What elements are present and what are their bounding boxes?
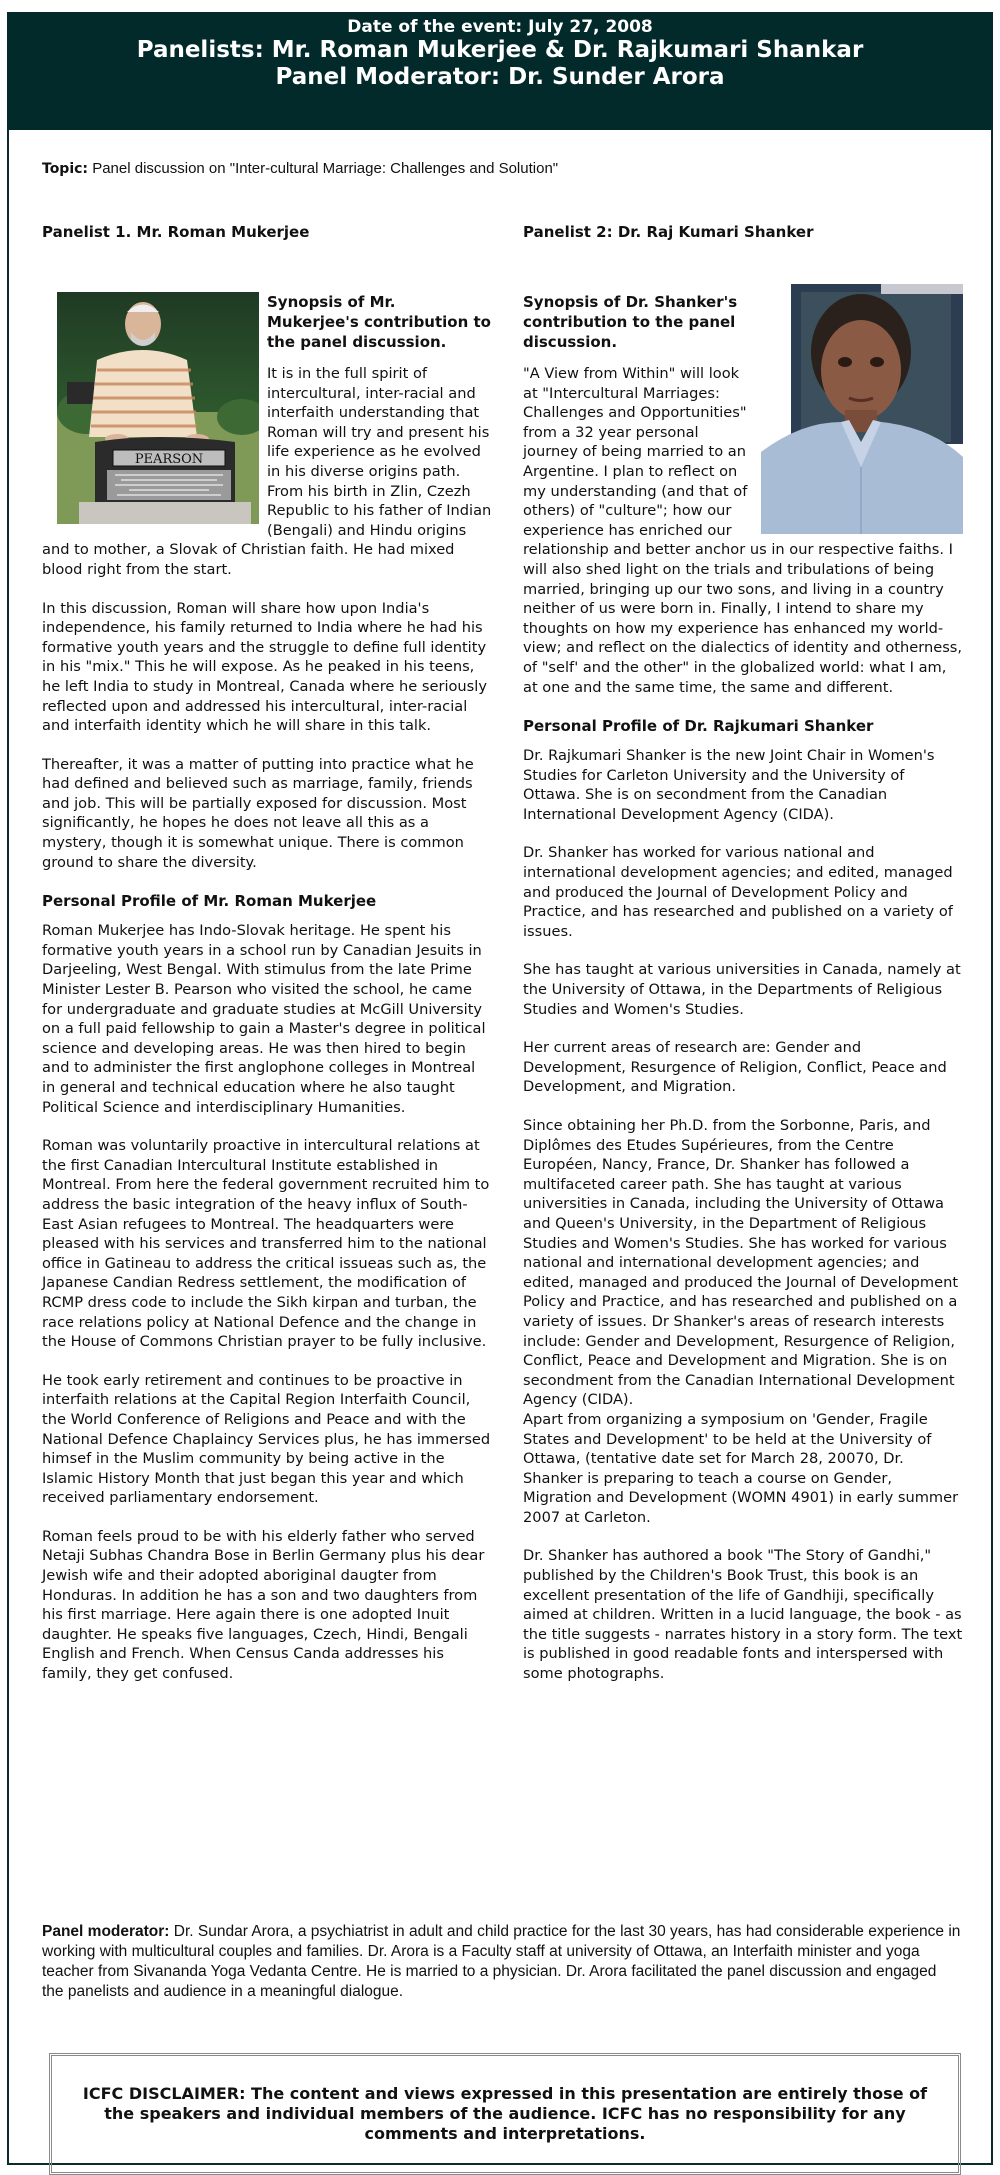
panelist-2-profile-paragraph: She has taught at various universities in Canada, namely at the University of Ottawa, in the Departments of Religious Studies and Women's Studies. xyxy=(523,961,961,1018)
panelist-1-profile-heading: Personal Profile of Mr. Roman Mukerjee xyxy=(42,892,377,911)
panelist-2-synopsis-heading: Synopsis of Dr. Shanker's contribution to the panel discussion. xyxy=(523,293,738,351)
panelist-1-synopsis-paragraph: In this discussion, Roman will share how upon India's independence, his family returned to India where he had his formative youth years and the struggle to define full identity in his "mix." This he will expose. As he peaked in his teens, he left India to study in Montreal, Canada where he seriously reflected upon and addressed his intercultural, inter-racial and interfaith identity which he will share in this talk. xyxy=(42,599,487,735)
moderator-title: Panel Moderator: Dr. Sunder Arora xyxy=(275,64,725,90)
moderator-label: Panel moderator: xyxy=(42,1923,170,1940)
gravestone-name: PEARSON xyxy=(134,452,204,467)
disclaimer-box xyxy=(49,2053,961,2175)
panelist-2-profile-heading: Personal Profile of Dr. Rajkumari Shanker xyxy=(523,717,874,736)
panelist-1-synopsis-heading: Synopsis of Mr. Mukerjee's contribution to the panel discussion. xyxy=(267,293,491,351)
topic-label: Topic: xyxy=(42,161,89,177)
panelist-1-profile-paragraph: Roman was voluntarily proactive in intercultural relations at the first Canadian Intercultural Institute established in Montreal. From here the federal government recruited him to address the basic integration of the heavy influx of South-East Asian refugees to Montreal. The headquarters were pleased with his services and transferred him to the national office in Gatineau to address the critical issueas such as, the Japanese Candian Redress settlement, the modification of RCMP dress code to include the Sikh kirpan and turban, the race relations policy at National Defence and the change in the House of Commons Christian prayer to be fully inclusive. xyxy=(42,1137,490,1351)
panelist-1-heading: Panelist 1. Mr. Roman Mukerjee xyxy=(42,223,310,241)
event-header xyxy=(7,12,993,130)
panelist-2-photo xyxy=(761,282,963,534)
panelist-1-synopsis-paragraph: It is in the full spirit of intercultural, inter-racial and interfaith understanding that Roman will try and present his life experience as he evolved in his diverse origins path. From his birth in Zlin, Czezh Republic to his father of Indian (Bengali) and Hindu origins and to mother, a Slovak of Christian faith. He had mixed blood right from the start. xyxy=(42,365,492,578)
panelist-2-heading: Panelist 2: Dr. Raj Kumari Shanker xyxy=(523,223,814,241)
panelist-1-synopsis-paragraph: Thereafter, it was a matter of putting into practice what he had defined and believed such as marriage, family, friends and job. This will be partially exposed for discussion. Most significantly, he hopes he does not leave all this as a mystery, though it is somewhat unique. There is common ground to share the diversity. xyxy=(42,755,474,871)
panelist-2-column xyxy=(523,222,963,1703)
panelist-1-column xyxy=(42,222,492,1703)
topic-line xyxy=(42,160,558,177)
panelist-2-profile-paragraph: Her current areas of research are: Gender and Development, Resurgence of Religion, Conflict, Peace and Development, and Migration. xyxy=(523,1039,947,1096)
panelist-1-photo-image xyxy=(57,292,259,524)
panelist-1-profile-paragraph: Roman feels proud to be with his elderly father who served Netaji Subhas Chandra Bose in Berlin Germany plus his dear Jewish wife and their adopted aboriginal daugter from Honduras. In addition he has a son and two daughters from his first marriage. Here again there is one adopted Inuit daughter. He speaks five languages, Czech, Hindi, Bengali English and French. When Census Canda addresses his family, they get confused. xyxy=(42,1527,485,1683)
panelist-1-profile-paragraph: He took early retirement and continues to be proactive in interfaith relations at the Capital Region Interfaith Council, the World Conference of Religions and Peace and with the National Defence Chaplaincy Services plus, he has immersed himsef in the Muslim community by being active in the Islamic History Month that just began this year and which received parliamentary endorsement. xyxy=(42,1371,491,1507)
panelist-2-profile-paragraph: Dr. Shanker has worked for various national and international development agencies; and edited, managed and produced the Journal of Development Policy and Practice, and has researched and published on a variety of issues. xyxy=(523,844,953,940)
panelist-2-profile-paragraph: Since obtaining her Ph.D. from the Sorbonne, Paris, and Diplômes des Etudes Supérieures, from the Centre Européen, Nancy, France, Dr. Shanker has followed a multifaceted career path. She has taught at various universities in Canada, including the University of Ottawa and Queen's University, in the Department of Religious Studies and Women's Studies. She has worked for various national and international development agencies; and edited, managed and produced the Journal of Development Policy and Practice, and has researched and published on a variety of issues. Dr Shanker's areas of research interests include: Gender and Development, Resurgence of Religion, Conflict, Peace and Development and Migration. She is on secondment from the Canadian International Development Agency (CIDA). xyxy=(523,1117,959,1409)
page-frame xyxy=(7,12,993,2165)
panelists-title: Panelists: Mr. Roman Mukerjee & Dr. Rajkumari Shankar xyxy=(136,37,864,63)
panelist-2-synopsis-paragraph: "A View from Within" will look at "Intercultural Marriages: Challenges and Opportunities" from a 32 year personal journey of being married to an Argentine. I plan to reflect on my understanding (and that of others) of "culture"; how our experience has enriched our relationship and better anchor us in our respective faiths. I will also shed light on the trials and tribulations of being married, bringing up our two sons, and living in a country neither of us were born in. Finally, I intend to share my thoughts on how my experience has enhanced my world-view; and reflect on the dialectics of identity and otherness, of "self' and the other" in the globalized world: what I am, at one and the same time, the same and different. xyxy=(523,365,963,696)
disclaimer-text: ICFC DISCLAIMER: The content and views expressed in this presentation are entirely those of the speakers and individual members of the audience. ICFC has no responsibility for any comments and interpretations. xyxy=(82,2084,928,2143)
topic-text: Panel discussion on "Inter-cultural Marriage: Challenges and Solution" xyxy=(88,160,559,177)
panelist-2-profile-paragraph: Dr. Shanker has authored a book "The Story of Gandhi," published by the Children's Book Trust, this book is an excellent presentation of the life of Gandhiji, specifically aimed at children. Written in a lucid language, the book - as the title suggests - narrates history in a story form. The text is published in good readable fonts and interspersed with some photographs. xyxy=(523,1547,963,1683)
panelist-1-photo xyxy=(57,292,259,524)
panelist-1-profile-paragraph: Roman Mukerjee has Indo-Slovak heritage. He spent his formative youth years in a school run by Canadian Jesuits in Darjeeling, West Bengal. With stimulus from the late Prime Minister Lester B. Pearson who visited the school, he came for undergraduate and graduate studies at McGill University on a full paid fellowship to gain a Master's degree in political science and developing areas. He was then hired to begin and to administer the first anglophone colleges in Montreal in general and technical education where he also taught Political Science and interdisciplinary Humanities. xyxy=(42,922,486,1116)
panelist-2-profile-paragraph: Dr. Rajkumari Shanker is the new Joint Chair in Women's Studies for Carleton University and the University of Ottawa. She is on secondment from the Canadian International Development Agency (CIDA). xyxy=(523,747,935,823)
panelist-2-profile-paragraph: Apart from organizing a symposium on 'Gender, Fragile States and Development' to be held at the University of Ottawa, (tentative date set for March 28, 20070, Dr. Shanker is preparing to teach a course on Gender, Migration and Development (WOMN 4901) in early summer 2007 at Carleton. xyxy=(523,1410,959,1526)
panelist-2-photo-image xyxy=(761,282,963,534)
moderator-bio: Dr. Sundar Arora, a psychiatrist in adult and child practice for the last 30 years, has had considerable experience in working with multicultural couples and families. Dr. Arora is a Faculty staff at university of Ottawa, an Interfaith minister and yoga teacher from Sivananda Yoga Vedanta Centre. He is married to a physician. Dr. Arora facilitated the panel discussion and engaged the panelists and audience in a meaningful dialogue. xyxy=(42,1923,961,2000)
moderator-section xyxy=(42,1922,962,2002)
event-date: Date of the event: July 27, 2008 xyxy=(347,17,653,37)
